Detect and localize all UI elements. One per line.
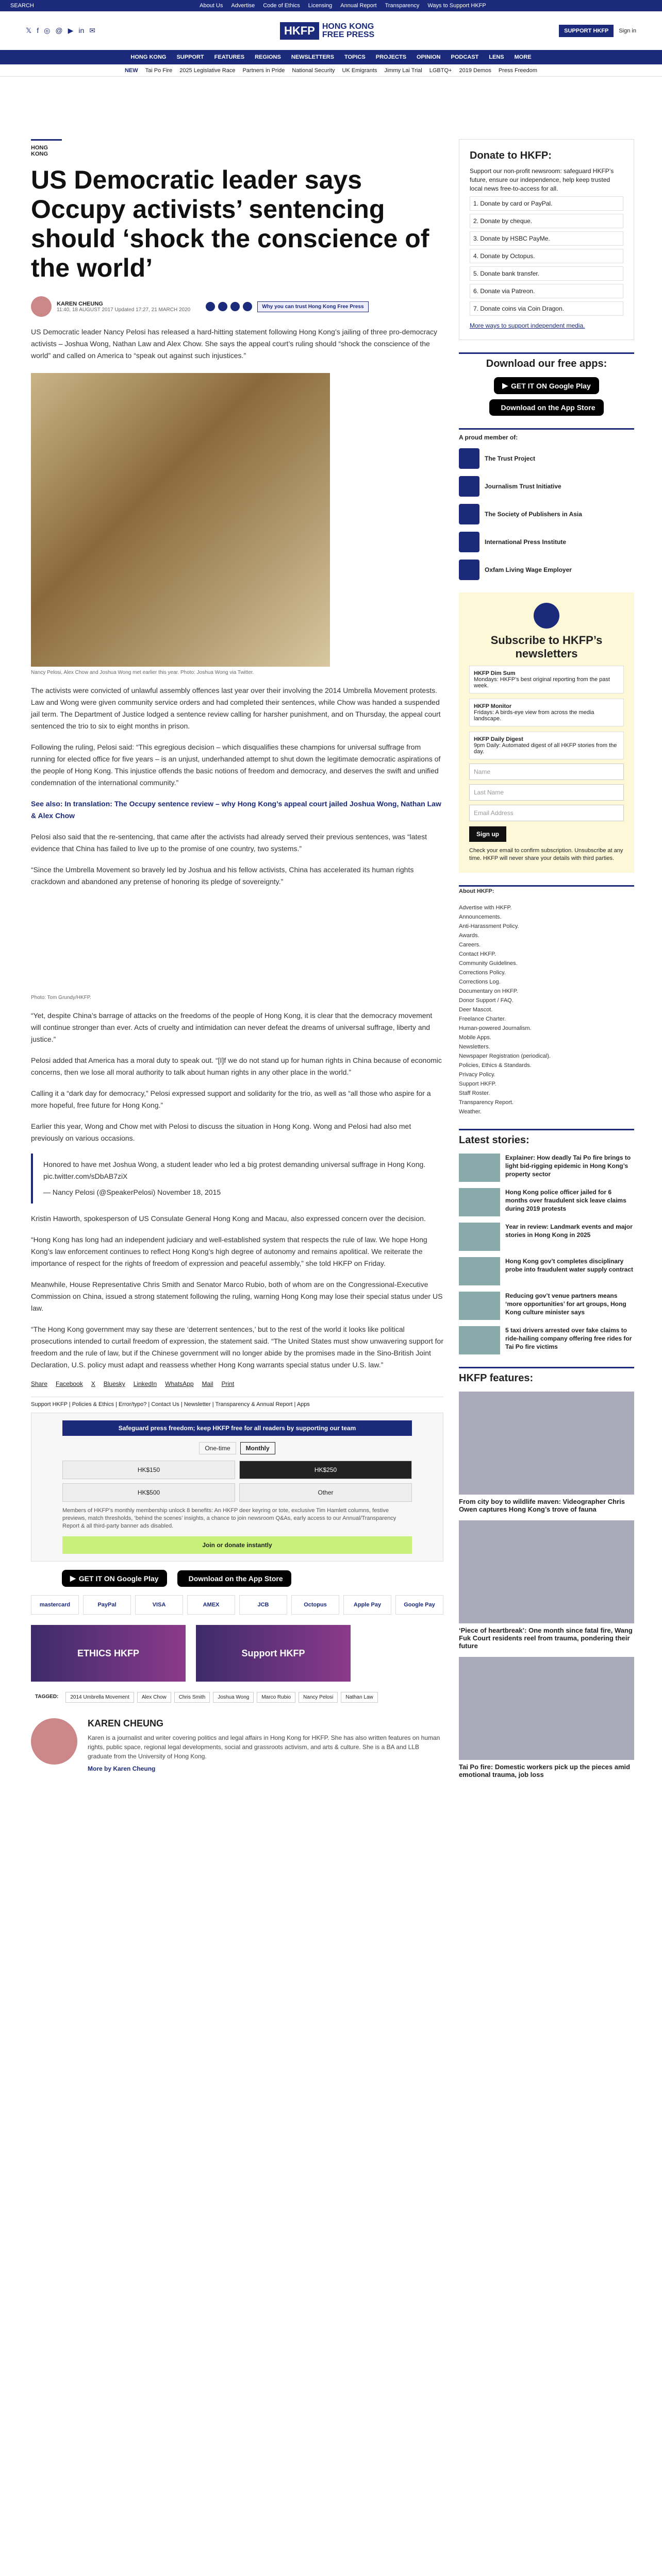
paragraph: Following the ruling, Pelosi said: “This egregious decision – which disqualifies these champions for universal suffrage from running for elected office for five years – is an unjust, underhanded attempt to shut down the legitimate democratic aspirations of the people of Hong Kong. This injustice offends the basic notions of freedom and democracy, and deserves the swift and unified condemnation of the international community.”: [31, 743, 441, 787]
logo-line2: FREE PRESS: [322, 30, 375, 39]
donation-header: Safeguard press freedom; keep HKFP free for all readers by supporting our team: [62, 1420, 412, 1436]
hkfp-circle-logo: [534, 603, 559, 629]
linkedin-icon[interactable]: in: [78, 26, 85, 35]
payment-logo: Octopus: [291, 1595, 339, 1615]
member-item[interactable]: The Trust Project: [459, 448, 634, 469]
newsletter-option[interactable]: HKFP Monitor Fridays: A birds-eye view from across the media landscape.: [469, 699, 624, 726]
features-title: HKFP features:: [459, 1367, 634, 1384]
paragraph: Kristin Haworth, spokesperson of US Consulate General Hong Kong and Macau, also expressed concern over the decision.: [31, 1214, 426, 1223]
about-link[interactable]: Donor Support / FAQ.: [459, 997, 514, 1004]
x-icon[interactable]: 𝕏: [26, 26, 32, 35]
membership-note: Members of HKFP’s monthly membership unlock 8 benefits: An HKFP deer keyring or tote, exclusive Tim Hamlett columns, festive previews, match thresholds, ‘behind the scenes’ insights, a chance to join newsroom Q&As, early access to our Annual/Transparency Report & all third-party banner ads disabled.: [62, 1507, 396, 1529]
threads-icon[interactable]: @: [55, 26, 63, 35]
sopa-icon: [459, 504, 479, 524]
author-bio: Karen is a journalist and writer covering politics and legal affairs in Hong Kong for HKFP. She has also written features on human rights, public space, regional legal developments, social and grassroots activism, and arts & culture. She is a BA and LLB graduate from the University of Hong Kong.: [88, 1734, 440, 1760]
story-item[interactable]: Year in review: Landmark events and major stories in Hong Kong in 2025: [459, 1223, 634, 1251]
about-widget: [459, 885, 634, 1116]
more-ways-link[interactable]: More ways to support independent media.: [470, 322, 585, 329]
newsletter-option[interactable]: HKFP Dim Sum Mondays: HKFP’s best original reporting from the past week.: [469, 666, 624, 693]
story-thumbnail: [459, 1154, 500, 1182]
about-link[interactable]: Newspaper Registration (periodical).: [459, 1053, 551, 1059]
trust-project-icon: [459, 448, 479, 469]
main-nav: [0, 50, 662, 64]
about-link[interactable]: Contact HKFP.: [459, 951, 496, 957]
top-utility-bar: [0, 0, 662, 11]
promo-banners: [31, 1625, 443, 1682]
play-icon: ▶: [70, 1574, 76, 1582]
trending-item[interactable]: Jimmy Lai Trial: [384, 67, 422, 74]
author-photo: [31, 1718, 77, 1765]
story-thumbnail: [459, 1292, 500, 1320]
about-link[interactable]: Community Guidelines.: [459, 960, 518, 967]
author-box: [31, 1718, 443, 1772]
share-icons: [206, 302, 252, 311]
photo-caption: Nancy Pelosi, Alex Chow and Joshua Wong met earlier this year. Photo: Joshua Wong via Twitter.: [31, 670, 254, 675]
oxfam-icon: [459, 560, 479, 580]
proud-title: A proud member of:: [459, 428, 634, 441]
logo-line1: HONG KONG: [322, 22, 374, 31]
about-link[interactable]: Mobile Apps.: [459, 1035, 491, 1041]
about-link[interactable]: Privacy Policy.: [459, 1072, 495, 1078]
article-photo: [31, 373, 330, 667]
amount-options: [62, 1461, 412, 1502]
tag[interactable]: Chris Smith: [174, 1692, 210, 1703]
feature-item[interactable]: Tai Po fire: Domestic workers pick up the pieces amid emotional trauma, job loss: [459, 1657, 634, 1778]
utility-link[interactable]: Licensing: [308, 3, 333, 9]
member-item[interactable]: International Press Institute: [459, 532, 634, 552]
name-field[interactable]: Name: [469, 764, 624, 780]
mail-icon[interactable]: ✉: [89, 26, 96, 35]
signup-button[interactable]: Sign up: [469, 826, 506, 842]
share-link[interactable]: Share: [31, 1380, 48, 1387]
about-title: About HKFP:: [459, 885, 634, 896]
about-link[interactable]: Freelance Charter.: [459, 1016, 506, 1022]
utility-link[interactable]: Code of Ethics: [263, 3, 300, 9]
member-item[interactable]: Oxfam Living Wage Employer: [459, 560, 634, 580]
trending-item[interactable]: Press Freedom: [498, 67, 538, 74]
story-thumbnail: [459, 1326, 500, 1354]
app-badges: [62, 1570, 443, 1587]
ethics-banner[interactable]: ETHICS HKFP: [31, 1625, 186, 1682]
about-link[interactable]: Weather.: [459, 1109, 482, 1115]
paragraph: Pelosi added that America has a moral duty to speak out. “[I]f we do not stand up for human rights in China because of economic concerns, then we lose all moral authority to talk about human rights in any other place in the world.”: [31, 1056, 442, 1076]
payment-logo: Apple Pay: [343, 1595, 391, 1615]
donate-widget: [459, 139, 634, 340]
tweet-signature[interactable]: — Nancy Pelosi (@SpeakerPelosi) November 18, 2015: [43, 1188, 221, 1196]
trending-item[interactable]: LGBTQ+: [429, 67, 452, 74]
about-link[interactable]: Anti-Harassment Policy.: [459, 923, 519, 929]
support-banner[interactable]: Support HKFP: [196, 1625, 351, 1682]
article-category[interactable]: HONG KONG: [31, 139, 62, 157]
story-item[interactable]: 5 taxi drivers arrested over fake claims to ride-hailing company offering free rides for Tai Po fire victims: [459, 1326, 634, 1354]
utility-link[interactable]: Transparency: [385, 3, 420, 9]
byline: [31, 296, 443, 317]
photo-caption: Photo: Tom Grundy/HKFP.: [31, 995, 91, 1001]
paragraph: “The Hong Kong government may say these are ‘deterrent sentences,’ but to the rest of the world it looks like political prosecutions intended to curtail freedom of expression, the statement said. “The United States must show unwavering support for freedom and the rule of law, but if the Chinese government will no longer abide by the promises made in the Sino-British Joint Declaration, U.S. policy must adapt and reassess whether Hong Kong warrants special status under U.S. law.”: [31, 1325, 443, 1369]
payment-logo: Google Pay: [395, 1595, 443, 1615]
feature-image: [459, 1520, 634, 1623]
donate-option[interactable]: 2. Donate by cheque.: [470, 214, 623, 228]
donate-list: [470, 196, 623, 316]
latest-stories-title: Latest stories:: [459, 1129, 634, 1146]
nav-item[interactable]: REGIONS: [255, 54, 281, 60]
last-name-field[interactable]: Last Name: [469, 784, 624, 801]
utility-link[interactable]: Annual Report: [340, 3, 377, 9]
share-link[interactable]: Facebook: [56, 1380, 83, 1387]
payment-logo: JCB: [239, 1595, 287, 1615]
author-avatar: [31, 296, 52, 317]
paragraph: Calling it a “dark day for democracy,” Pelosi expressed support and solidarity for the trio, as well as “all those who aspire for a more hopeful, free future for Hong Kong.”: [31, 1089, 431, 1109]
tag[interactable]: Nancy Pelosi: [299, 1692, 338, 1703]
utility-link[interactable]: Advertise: [231, 3, 255, 9]
nav-item[interactable]: PROJECTS: [375, 54, 407, 60]
story-thumbnail: [459, 1188, 500, 1216]
embedded-photo: [31, 899, 330, 992]
google-play-badge[interactable]: ▶ GET IT ON Google Play: [62, 1570, 167, 1587]
nav-item[interactable]: OPINION: [417, 54, 441, 60]
support-links[interactable]: Support HKFP | Policies & Ethics | Error/typo? | Contact Us | Newsletter | Transparency & Annual Report | Apps: [31, 1397, 443, 1408]
about-link[interactable]: Newsletters.: [459, 1044, 490, 1050]
tag[interactable]: Alex Chow: [137, 1692, 171, 1703]
newsletter-option[interactable]: HKFP Daily Digest 9pm Daily: Automated digest of all HKFP stories from the day.: [469, 732, 624, 759]
share-link[interactable]: WhatsApp: [165, 1380, 194, 1387]
new-label: NEW: [124, 67, 138, 74]
donate-option[interactable]: 4. Donate by Octopus.: [470, 249, 623, 263]
feature-item[interactable]: ‘Piece of heartbreak’: One month since fatal fire, Wang Fuk Court residents reel from trauma, pondering their future: [459, 1520, 634, 1650]
member-item[interactable]: Journalism Trust Initiative: [459, 476, 634, 497]
amount-option[interactable]: Other: [239, 1483, 412, 1502]
social-icons: [26, 26, 95, 35]
tag[interactable]: 2014 Umbrella Movement: [65, 1692, 134, 1703]
donate-option[interactable]: 5. Donate bank transfer.: [470, 266, 623, 281]
signin-link[interactable]: Sign in: [619, 27, 636, 34]
article-title: US Democratic leader says Occupy activists’ sentencing should ‘shock the conscience of the world’: [31, 165, 429, 282]
apps-widget: [459, 352, 634, 416]
youtube-icon[interactable]: ▶: [68, 26, 74, 35]
nav-item[interactable]: PODCAST: [451, 54, 479, 60]
trending-item[interactable]: 2025 Legislative Race: [179, 67, 236, 74]
share-bar: [31, 1380, 443, 1387]
utility-link[interactable]: Ways to Support HKFP: [427, 3, 486, 9]
about-link[interactable]: Documentary on HKFP.: [459, 988, 518, 994]
share-icon[interactable]: [230, 302, 240, 311]
share-icon[interactable]: [206, 302, 215, 311]
member-widget: [459, 428, 634, 580]
features-widget: [459, 1367, 634, 1778]
trending-item[interactable]: UK Emigrants: [342, 67, 377, 74]
nav-item[interactable]: SUPPORT: [176, 54, 204, 60]
support-button[interactable]: SUPPORT HKFP: [559, 25, 614, 37]
amount-option[interactable]: HK$150: [62, 1461, 235, 1479]
trending-item[interactable]: National Security: [292, 67, 335, 74]
story-thumbnail: [459, 1223, 500, 1251]
apps-title: Download our free apps:: [459, 352, 634, 370]
payment-logo: mastercard: [31, 1595, 79, 1615]
story-item[interactable]: Explainer: How deadly Tai Po fire brings to light bid-rigging epidemic in Hong Kong’s property sector: [459, 1154, 634, 1182]
trending-item[interactable]: Partners in Pride: [242, 67, 285, 74]
feature-image: [459, 1657, 634, 1760]
trust-badge[interactable]: Why you can trust Hong Kong Free Press: [257, 301, 368, 312]
share-link[interactable]: Print: [221, 1380, 235, 1387]
story-item[interactable]: Reducing gov’t venue partners means ‘more opportunities’ for art groups, Hong Kong culture minister says: [459, 1292, 634, 1320]
donate-option[interactable]: 1. Donate by card or PayPal.: [470, 196, 623, 211]
about-link[interactable]: Staff Roster.: [459, 1090, 490, 1096]
utility-link[interactable]: About Us: [200, 3, 223, 9]
payment-methods: [31, 1595, 443, 1615]
tweet-text: Honored to have met Joshua Wong, a student leader who led a big protest demanding universal suffrage in Hong Kong. pic.twitter.com/sDbAB7ziX: [43, 1160, 426, 1180]
tag[interactable]: Nathan Law: [341, 1692, 377, 1703]
utility-links: [34, 3, 652, 9]
instagram-icon[interactable]: ◎: [44, 26, 51, 35]
paragraph: Earlier this year, Wong and Chow met with Pelosi to discuss the situation in Hong Kong. Wong and Pelosi had also met previously on various occasions.: [31, 1122, 411, 1142]
trending-bar: [0, 64, 662, 77]
freq-option[interactable]: Monthly: [240, 1442, 275, 1454]
about-link[interactable]: Deer Mascot.: [459, 1007, 493, 1013]
amount-option-selected[interactable]: HK$250: [239, 1461, 412, 1479]
donate-title: Donate to HKFP:: [470, 150, 552, 161]
share-link[interactable]: LinkedIn: [133, 1380, 157, 1387]
join-button[interactable]: Join or donate instantly: [62, 1536, 412, 1554]
share-icon[interactable]: [218, 302, 227, 311]
freq-option[interactable]: One-time: [199, 1442, 236, 1454]
sidebar: [459, 139, 634, 1778]
paragraph: The activists were convicted of unlawful assembly offences last year over their involving the 2014 Umbrella Movement protests. Law and Wong were given community service orders and had completed their sentences, while Chow was handed a suspended jail term. The Department of Justice lodged a sentence review calling for harsher punishment, and on Thursday, the appeal court sentenced the trio to six to eight months in prison.: [31, 686, 441, 730]
nav-item[interactable]: FEATURES: [214, 54, 245, 60]
header-actions: [559, 25, 636, 37]
donation-box: [31, 1413, 443, 1562]
paragraph: US Democratic leader Nancy Pelosi has released a hard-hitting statement following Hong Kong’s jailing of three pro-democracy activists – Joshua Wong, Nathan Law and Alex Chow. She says the appeal court’s ruling should “shock the conscience of the world” and called on America to “speak out against such injustices.”: [31, 328, 438, 360]
about-link[interactable]: Human-powered Journalism.: [459, 1025, 532, 1031]
payment-logo: AMEX: [187, 1595, 235, 1615]
story-item[interactable]: Hong Kong gov’t completes disciplinary probe into fraudulent water supply contract: [459, 1257, 634, 1285]
facebook-icon[interactable]: f: [37, 26, 39, 35]
about-link[interactable]: Transparency Report.: [459, 1099, 514, 1106]
about-link[interactable]: Support HKFP.: [459, 1081, 496, 1087]
story-item[interactable]: Hong Kong police officer jailed for 6 months over fraudulent sick leave claims during 2019 protests: [459, 1188, 634, 1216]
ipi-icon: [459, 532, 479, 552]
share-icon[interactable]: [243, 302, 252, 311]
nav-item[interactable]: MORE: [514, 54, 532, 60]
member-item[interactable]: The Society of Publishers in Asia: [459, 504, 634, 524]
app-store-badge[interactable]: Download on the App Store: [489, 399, 603, 416]
about-link[interactable]: Policies, Ethics & Standards.: [459, 1062, 532, 1069]
tag[interactable]: Joshua Wong: [213, 1692, 254, 1703]
jti-icon: [459, 476, 479, 497]
feature-item[interactable]: From city boy to wildlife maven: Videographer Chris Owen captures Hong Kong’s trove of fauna: [459, 1392, 634, 1513]
paragraph: Pelosi also said that the re-sentencing, that came after the activists had already served their previous sentences, was “latest evidence that China has failed to live up to the promise of one country, two systems.”: [31, 833, 427, 853]
about-link[interactable]: Careers.: [459, 942, 481, 948]
about-link[interactable]: Corrections Policy.: [459, 970, 506, 976]
more-by-author-link[interactable]: More by Karen Cheung: [88, 1765, 156, 1772]
search-button[interactable]: SEARCH: [10, 3, 34, 9]
google-play-badge[interactable]: ▶ GET IT ON Google Play: [494, 377, 599, 394]
trending-item[interactable]: 2019 Demos: [459, 67, 491, 74]
paragraph: “Hong Kong has long had an independent judiciary and well-established system that respects the rule of law. We hope Hong Kong’s law enforcement continues to reflect Hong Kong’s high degree of autonomy and remains apolitical. We reiterate the importance of respect for the rights of freedom of expression and peaceful assembly,” she told HKFP on Friday.: [31, 1235, 427, 1267]
embedded-tweet: [31, 1154, 443, 1204]
share-link[interactable]: Bluesky: [103, 1380, 125, 1387]
app-store-badge[interactable]: Download on the App Store: [177, 1570, 291, 1587]
logo-mark: HKFP: [280, 22, 319, 40]
share-link[interactable]: X: [91, 1380, 95, 1387]
paragraph: Meanwhile, House Representative Chris Smith and Senator Marco Rubio, both of whom are on the Congressional-Executive Commission on China, issued a strong statement following the ruling, warning Hong Kong may lose their special status under US law.: [31, 1280, 443, 1312]
tagged-label: TAGGED:: [35, 1694, 59, 1700]
newsletter-title: Subscribe to HKFP’s newsletters: [490, 634, 603, 660]
story-thumbnail: [459, 1257, 500, 1285]
donate-option[interactable]: 7. Donate coins via Coin Dragon.: [470, 301, 623, 316]
article-dates: 11:40, 18 AUGUST 2017 Updated 17:27, 21 MARCH 2020: [57, 307, 191, 313]
newsletter-widget: [459, 592, 634, 873]
paragraph: “Since the Umbrella Movement so bravely led by Joshua and his fellow activists, China has accelerated its human rights crackdown and abandoned any pretense of honoring its pledge of sovereignty.”: [31, 866, 414, 886]
trending-item[interactable]: Tai Po Fire: [145, 67, 173, 74]
about-link[interactable]: Advertise with HKFP.: [459, 905, 512, 911]
nav-item[interactable]: NEWSLETTERS: [291, 54, 334, 60]
article: [31, 139, 443, 1772]
email-field[interactable]: Email Address: [469, 805, 624, 821]
latest-stories-widget: [459, 1129, 634, 1354]
payment-logo: VISA: [135, 1595, 183, 1615]
donate-text: Support our non-profit newsroom: safeguard HKFP’s future, ensure our independence, help keep trusted local news free-to-access for all.: [470, 167, 614, 192]
logo-bar: [0, 11, 662, 50]
about-link[interactable]: Announcements.: [459, 914, 502, 920]
nav-item[interactable]: TOPICS: [344, 54, 366, 60]
payment-logo: PayPal: [83, 1595, 131, 1615]
nav-item[interactable]: LENS: [489, 54, 504, 60]
play-icon: ▶: [502, 381, 508, 389]
tags: [31, 1692, 443, 1703]
newsletter-note: Check your email to confirm subscription. Unsubscribe at any time. HKFP will never share your details with third parties.: [469, 848, 623, 861]
donate-option[interactable]: 6. Donate via Patreon.: [470, 284, 623, 298]
author-name[interactable]: KAREN CHEUNG: [57, 300, 103, 307]
site-logo[interactable]: [280, 22, 374, 40]
tag[interactable]: Marco Rubio: [257, 1692, 295, 1703]
see-also-link[interactable]: See also: In translation: The Occupy sentence review – why Hong Kong’s appeal court jailed Joshua Wong, Nathan Law & Alex Chow: [31, 800, 441, 820]
donate-option[interactable]: 3. Donate by HSBC PayMe.: [470, 231, 623, 246]
about-link[interactable]: Awards.: [459, 933, 479, 939]
nav-item[interactable]: HONG KONG: [130, 54, 167, 60]
author-box-name[interactable]: KAREN CHEUNG: [88, 1718, 164, 1728]
paragraph: “Yet, despite China’s barrage of attacks on the freedoms of the people of Hong Kong, it is clear that the democracy movement will continue stronger than ever. Acts of cruelty and intimidation can never defeat the dreams of universal suffrage, liberty and justice.”: [31, 1011, 433, 1043]
amount-option[interactable]: HK$500: [62, 1483, 235, 1502]
feature-image: [459, 1392, 634, 1495]
share-link[interactable]: Mail: [202, 1380, 213, 1387]
about-link[interactable]: Corrections Log.: [459, 979, 501, 985]
